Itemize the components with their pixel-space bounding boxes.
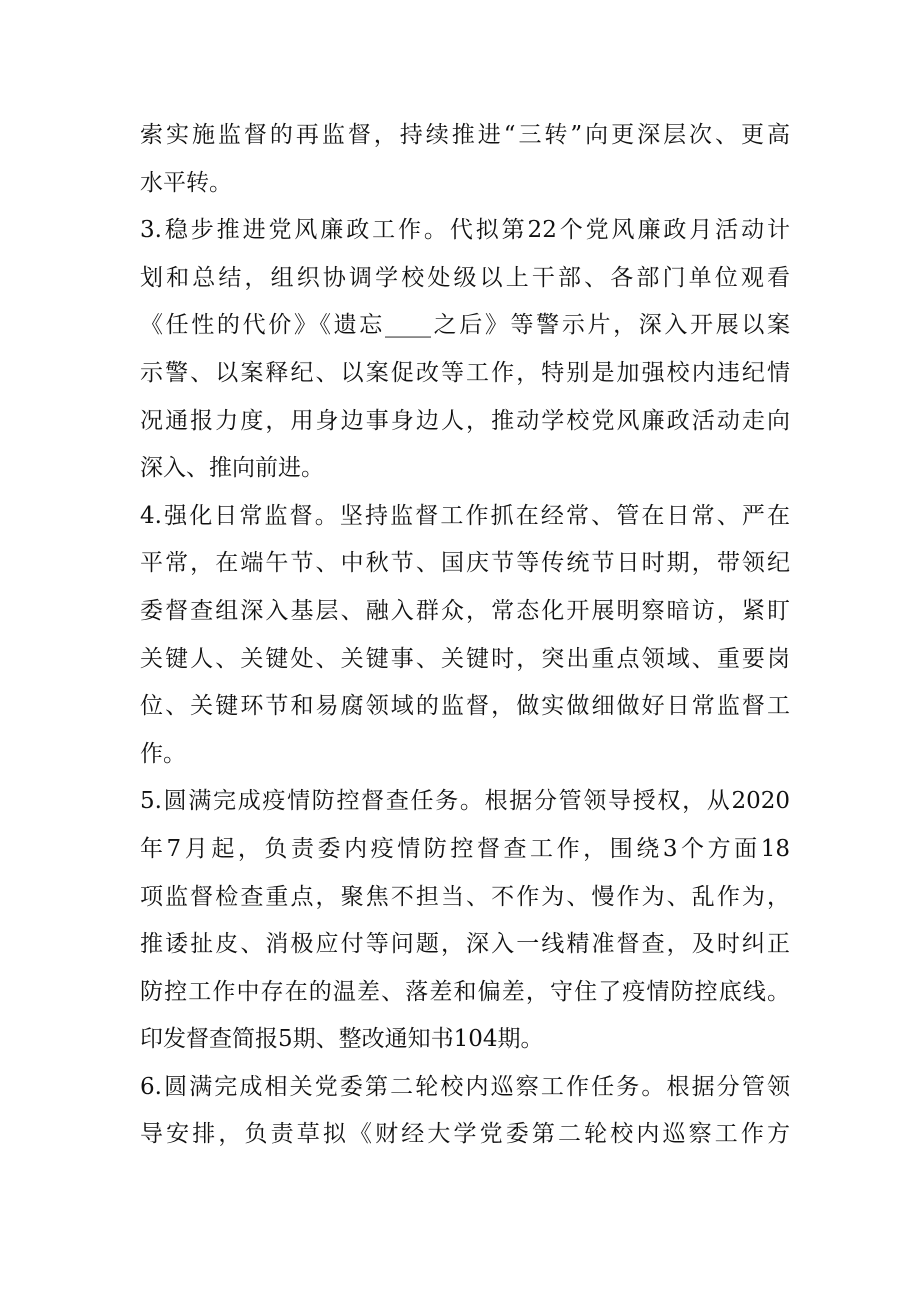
text-line: 示警、以案释纪、以案促改等工作，特别是加强校内违纪情	[140, 359, 790, 386]
text-line: 5.圆满完成疫情防控督查任务。根据分管领导授权，从2020	[140, 788, 790, 815]
text-line: 推诿扯皮、消极应付等问题，深入一线精准督查，及时纠正	[140, 931, 790, 958]
text-line: 划和总结，组织协调学校处级以上干部、各部门单位观看	[140, 264, 790, 291]
text-line: 《任性的代价》《遗忘____之后》等警示片，深入开展以案	[140, 312, 790, 339]
text-line: 作。	[140, 740, 186, 767]
text-line: 防控工作中存在的温差、落差和偏差，守住了疫情防控底线。	[140, 978, 790, 1005]
text-line: 导安排，负责草拟《财经大学党委第二轮校内巡察工作方	[140, 1121, 790, 1148]
text-line: 况通报力度，用身边事身边人，推动学校党风廉政活动走向	[140, 407, 790, 434]
text-line: 年7月起，负责委内疫情防控督查工作，围绕3个方面18	[140, 835, 790, 862]
text-line: 3.稳步推进党风廉政工作。代拟第22个党风廉政月活动计	[140, 217, 790, 244]
text-line: 关键人、关键处、关键事、关键时，突出重点领域、重要岗	[140, 645, 790, 672]
text-line: 平常，在端午节、中秋节、国庆节等传统节日时期，带领纪	[140, 550, 790, 577]
text-line: 6.圆满完成相关党委第二轮校内巡察工作任务。根据分管领	[140, 1073, 790, 1100]
text-line: 深入、推向前进。	[140, 455, 324, 482]
text-line: 水平转。	[140, 169, 232, 196]
text-line: 4.强化日常监督。坚持监督工作抓在经常、管在日常、严在	[140, 502, 790, 529]
document-body	[140, 112, 790, 1159]
text-line: 委督查组深入基层、融入群众，常态化开展明察暗访，紧盯	[140, 597, 790, 624]
text-line: 项监督检查重点，聚焦不担当、不作为、慢作为、乱作为，	[140, 883, 790, 910]
text-line: 印发督查简报5期、整改通知书104期。	[140, 1026, 544, 1053]
text-line: 索实施监督的再监督，持续推进“三转”向更深层次、更高	[140, 122, 790, 148]
text-line: 位、关键环节和易腐领域的监督，做实做细做好日常监督工	[140, 693, 790, 720]
